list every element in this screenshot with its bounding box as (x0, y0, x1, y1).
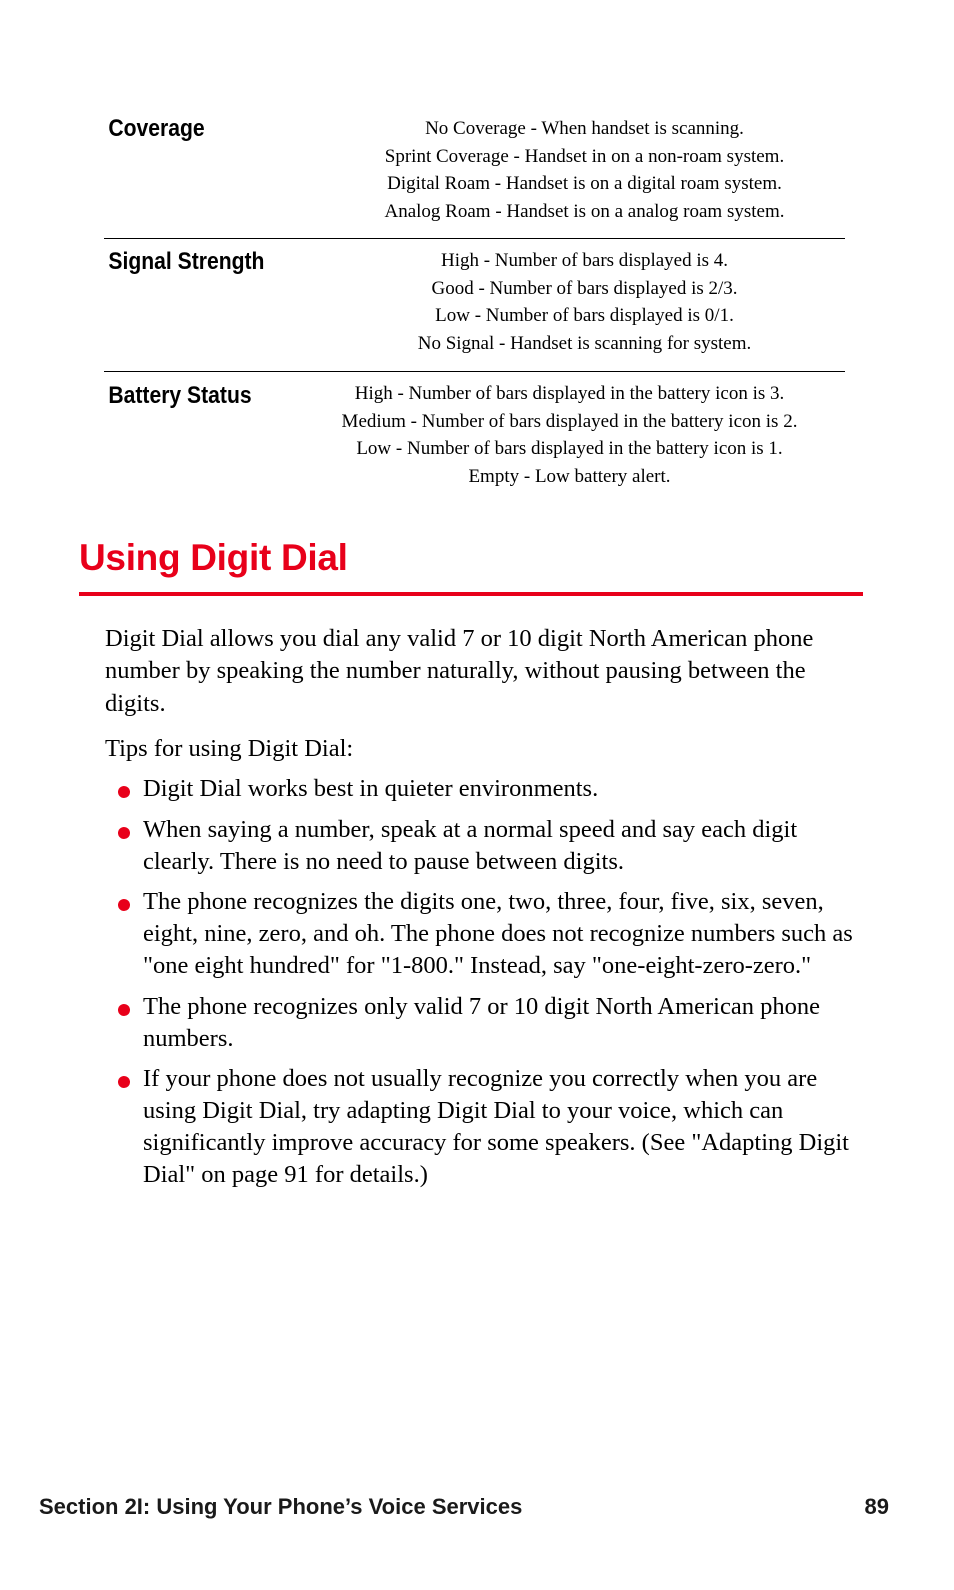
bullet-icon (118, 1004, 130, 1016)
status-line: High - Number of bars displayed is 4. (440, 250, 729, 271)
status-table (104, 112, 845, 512)
status-line: Sprint Coverage - Handset in on a non-roam system. (384, 145, 785, 167)
status-label: Signal Strength (108, 248, 265, 275)
status-line: High - Number of bars displayed in the battery icon is 3. (354, 383, 785, 404)
tip-text: Digit Dial works best in quieter environments. (143, 775, 599, 802)
section-title: Using Digit Dial (79, 537, 348, 578)
status-description (294, 112, 845, 238)
footer-section-title: Section 2I: Using Your Phone’s Voice Services (39, 1494, 523, 1519)
list-item (113, 814, 858, 878)
tip-text: If your phone does not usually recognize you correctly when you are using Digit Dial, try adapting Digit Dial to your voice, which can significantly improve accuracy for some speakers. (See "Adapting Digit Dial" on page 91 for details.) (143, 1065, 849, 1189)
bullet-icon (118, 786, 130, 798)
list-item (113, 1063, 858, 1191)
bullet-icon (118, 827, 130, 839)
status-line: Medium - Number of bars displayed in the battery icon is 2. (341, 410, 798, 432)
status-line: Low - Number of bars displayed in the battery icon is 1. (356, 438, 783, 460)
tip-text: The phone recognizes the digits one, two, three, four, five, six, seven, eight, nine, zero, and oh. The phone does not recognize numbers such as "one eight hundred" for "1-800." Instead, say "one-eight-zero-zero." (143, 888, 853, 980)
page-number: 89 (864, 1494, 889, 1519)
page-footer (39, 1494, 889, 1520)
status-row-signal-strength (104, 239, 845, 372)
status-line: No Coverage - When handset is scanning. (425, 118, 744, 139)
tip-text: When saying a number, speak at a normal speed and say each digit clearly. There is no need to pause between digits. (143, 815, 798, 875)
status-label: Coverage (108, 115, 205, 142)
list-item (113, 991, 858, 1055)
status-description (294, 239, 845, 371)
status-row-coverage (104, 112, 845, 239)
list-item (113, 886, 858, 982)
status-row-battery-status (104, 372, 845, 512)
status-description (294, 372, 845, 512)
status-line: Empty - Low battery alert. (468, 465, 671, 487)
section-heading (79, 536, 863, 596)
status-line: No Signal - Handset is scanning for system. (417, 332, 752, 354)
list-item (113, 773, 858, 805)
tips-list (113, 773, 858, 1200)
status-line: Analog Roam - Handset is on a analog roam system. (384, 200, 785, 222)
status-line: Good - Number of bars displayed is 2/3. (431, 277, 738, 299)
bullet-icon (118, 899, 130, 911)
tip-text: The phone recognizes only valid 7 or 10 digit North American phone numbers. (143, 992, 820, 1052)
tips-lead: Tips for using Digit Dial: (105, 735, 354, 762)
intro-paragraph: Digit Dial allows you dial any valid 7 or 10 digit North American phone number by speaking the number naturally, without pausing between the digits. (105, 625, 814, 717)
status-label: Battery Status (108, 382, 252, 409)
status-line: Digital Roam - Handset is on a digital roam system. (387, 173, 782, 195)
status-line: Low - Number of bars displayed is 0/1. (435, 305, 734, 327)
bullet-icon (118, 1076, 130, 1088)
